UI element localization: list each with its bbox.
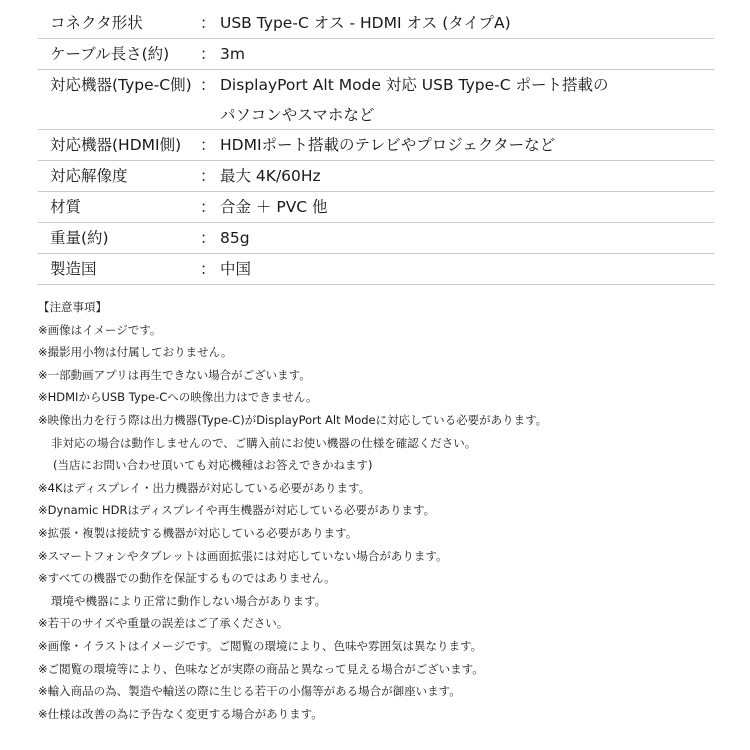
spec-value-line: USB Type-C オス - HDMI オス (タイプA) — [220, 14, 511, 32]
spec-colon: ： — [200, 260, 216, 278]
spec-value — [214, 161, 714, 191]
note-line: ※輸入商品の為、製造や輸送の際に生じる若干の小傷等がある場合が御座います。 — [38, 684, 461, 699]
spec-label: 製造国 — [50, 260, 97, 278]
spec-colon: ： — [200, 45, 216, 63]
spec-value-line: 合金 ＋ PVC 他 — [220, 198, 328, 216]
spec-value — [214, 254, 714, 284]
spec-value-line: パソコンやスマホなど — [220, 106, 375, 124]
spec-value — [214, 223, 714, 253]
note-line: ※若干のサイズや重量の誤差はご了承ください。 — [38, 616, 289, 631]
spec-label: 材質 — [50, 198, 82, 216]
spec-row-connector — [38, 8, 714, 39]
spec-value-line: HDMIポート搭載のテレビやプロジェクターなど — [220, 136, 556, 154]
spec-value-line: 3m — [220, 45, 245, 63]
spec-colon: ： — [200, 136, 216, 154]
note-line: ※映像出力を行う際は出力機器(Type-C)がDisplayPort Alt Modeに対応している必要があります。 — [38, 412, 548, 427]
spec-value-line: 最大 4K/60Hz — [220, 167, 321, 185]
spec-value-line: DisplayPort Alt Mode 対応 USB Type-C ポート搭載の — [220, 76, 609, 94]
note-line: ※Dynamic HDRはディスプレイや再生機器が対応している必要があります。 — [38, 503, 436, 518]
note-line: ※すべての機器での動作を保証するものではありません。 — [38, 571, 336, 586]
spec-colon: ： — [200, 167, 216, 185]
notes-list — [38, 319, 718, 726]
spec-label: 対応解像度 — [50, 167, 128, 185]
note-line: ※撮影用小物は付属しておりません。 — [38, 345, 233, 360]
spec-colon: ： — [200, 76, 216, 94]
note-line: ※画像はイメージです。 — [38, 322, 162, 337]
spec-colon: ： — [200, 198, 216, 216]
spec-label: 対応機器(HDMI側) — [50, 136, 182, 154]
spec-value — [214, 130, 714, 160]
spec-row-hdmi-devices — [38, 130, 714, 161]
spec-value — [214, 8, 714, 38]
spec-colon: ： — [200, 229, 216, 247]
notes-section — [38, 296, 718, 725]
note-line: (当店にお問い合わせ頂いても対応機種はお答えできかねます) — [53, 458, 373, 473]
spec-value-line: 中国 — [220, 260, 252, 278]
note-line: ※4Kはディスプレイ・出力機器が対応している必要があります。 — [38, 480, 371, 495]
note-line: ※スマートフォンやタブレットは画面拡張には対応していない場合があります。 — [38, 548, 448, 563]
spec-row-origin — [38, 254, 714, 285]
spec-table — [38, 8, 714, 285]
note-line: ※一部動画アプリは再生できない場合がございます。 — [38, 367, 311, 382]
spec-row-length — [38, 39, 714, 70]
spec-colon: ： — [200, 14, 216, 32]
spec-value — [214, 192, 714, 222]
spec-label: ケーブル長さ(約) — [50, 45, 170, 63]
spec-value — [214, 70, 714, 129]
spec-label: 対応機器(Type-C側) — [50, 76, 192, 94]
notes-title: 【注意事項】 — [38, 300, 107, 314]
note-line: ※ご閲覧の環境等により、色味などが実際の商品と異なって見える場合がございます。 — [38, 661, 484, 676]
spec-row-typec-devices — [38, 70, 714, 130]
note-line: ※HDMIからUSB Type-Cへの映像出力はできません。 — [38, 390, 318, 405]
spec-value-line: 85g — [220, 229, 250, 247]
note-line: 環境や機器により正常に動作しない場合があります。 — [51, 593, 327, 608]
note-line: ※拡張・複製は接続する機器が対応している必要があります。 — [38, 525, 358, 540]
spec-label: コネクタ形状 — [50, 14, 143, 32]
note-line: ※仕様は改善の為に予告なく変更する場合があります。 — [38, 706, 323, 721]
spec-value — [214, 39, 714, 69]
spec-label: 重量(約) — [50, 229, 109, 247]
note-line: ※画像・イラストはイメージです。ご閲覧の環境により、色味や雰囲気は異なります。 — [38, 638, 483, 653]
spec-row-material — [38, 192, 714, 223]
spec-row-weight — [38, 223, 714, 254]
spec-row-resolution — [38, 161, 714, 192]
note-line: 非対応の場合は動作しませんので、ご購入前にお使い機器の仕様を確認ください。 — [51, 435, 477, 450]
